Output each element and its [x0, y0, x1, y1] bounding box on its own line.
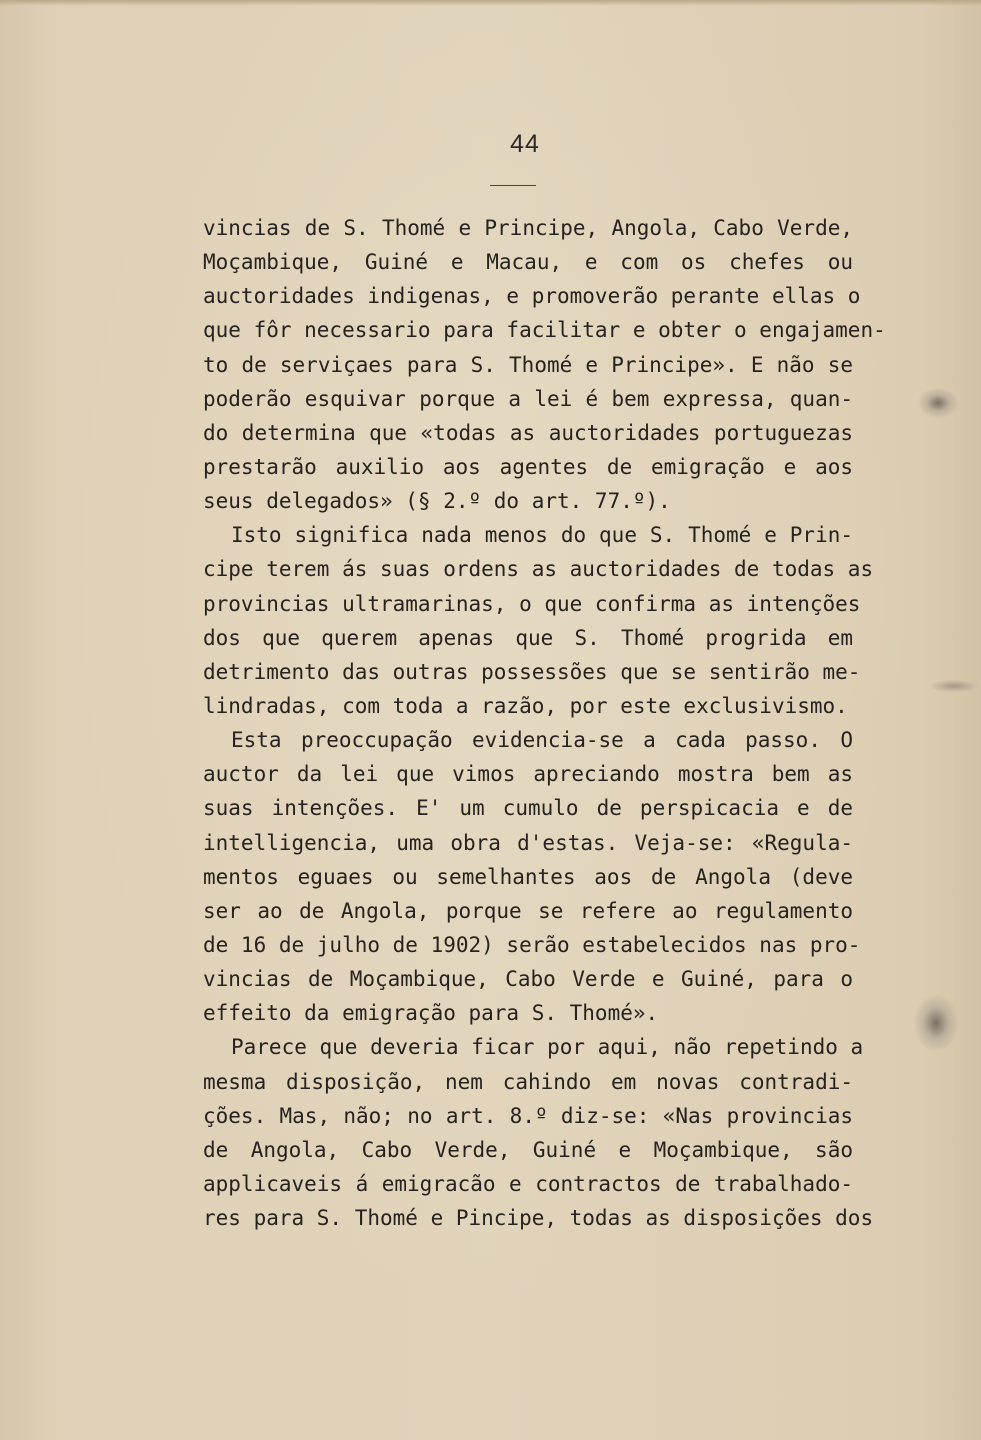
- text-line: de Angola, Cabo Verde, Guiné e Moçambique, são: [203, 1137, 853, 1162]
- text-line: cipe terem ás suas ordens as auctoridades de todas as: [203, 557, 874, 582]
- text-line: dos que querem apenas que S. Thomé progrida em: [203, 625, 853, 650]
- text-line: applicaveis á emigracão e contractos de trabalhado-: [203, 1171, 853, 1196]
- text-line: de 16 de julho de 1902) serão estabelecidos nas pro-: [203, 932, 861, 957]
- ink-stain: [914, 995, 958, 1051]
- page-number: 44: [510, 130, 540, 158]
- page-top-edge: [0, 0, 981, 6]
- text-line: poderão esquivar porque a lei é bem expressa, quan-: [203, 386, 853, 411]
- text-line: ser ao de Angola, porque se refere ao regulamento: [203, 898, 853, 923]
- text-line: vincias de Moçambique, Cabo Verde e Guiné, para o: [203, 967, 853, 992]
- text-line: Moçambique, Guiné e Macau, e com os chefes ou: [203, 250, 853, 275]
- text-line: Isto significa nada menos do que S. Thomé e Prin-: [231, 523, 853, 548]
- text-line: Esta preoccupação evidencia-se a cada passo. O: [231, 728, 853, 753]
- ink-stain: [918, 388, 958, 418]
- text-line: detrimento das outras possessões que se sentirão me-: [203, 659, 861, 684]
- text-line: ções. Mas, não; no art. 8.º diz-se: «Nas provincias: [203, 1103, 853, 1128]
- ink-stain: [930, 680, 978, 692]
- text-line: vincias de S. Thomé e Principe, Angola, Cabo Verde,: [203, 216, 853, 240]
- text-line: res para S. Thomé e Pincipe, todas as disposições dos: [203, 1206, 874, 1231]
- text-line: intelligencia, uma obra d'estas. Veja-se: «Regula-: [203, 830, 853, 855]
- body-text: [203, 211, 886, 1235]
- text-line: do determina que «todas as auctoridades portuguezas: [203, 420, 853, 445]
- text-line: mesma disposição, nem cahindo em novas contradi-: [203, 1069, 853, 1094]
- text-line: prestarão auxilio aos agentes de emigração e aos: [203, 454, 853, 479]
- header-rule: [490, 185, 536, 186]
- text-line: provincias ultramarinas, o que confirma as intenções: [203, 591, 861, 616]
- text-line: lindradas, com toda a razão, por este exclusivismo.: [203, 693, 848, 718]
- text-line: effeito da emigração para S. Thomé».: [203, 1001, 659, 1026]
- text-line: mentos eguaes ou semelhantes aos de Angola (deve: [203, 864, 853, 889]
- text-line: Parece que deveria ficar por aqui, não repetindo a: [231, 1035, 864, 1060]
- text-line: suas intenções. E' um cumulo de perspicacia e de: [203, 796, 853, 821]
- text-line: to de serviçaes para S. Thomé e Principe». E não se: [203, 352, 853, 377]
- text-line: que fôr necessario para facilitar e obter o engajamen-: [203, 318, 886, 343]
- text-line: seus delegados» (§ 2.º do art. 77.º).: [203, 489, 671, 514]
- text-line: auctoridades indigenas, e promoverão perante ellas o: [203, 284, 861, 309]
- text-line: auctor da lei que vimos apreciando mostra bem as: [203, 762, 853, 787]
